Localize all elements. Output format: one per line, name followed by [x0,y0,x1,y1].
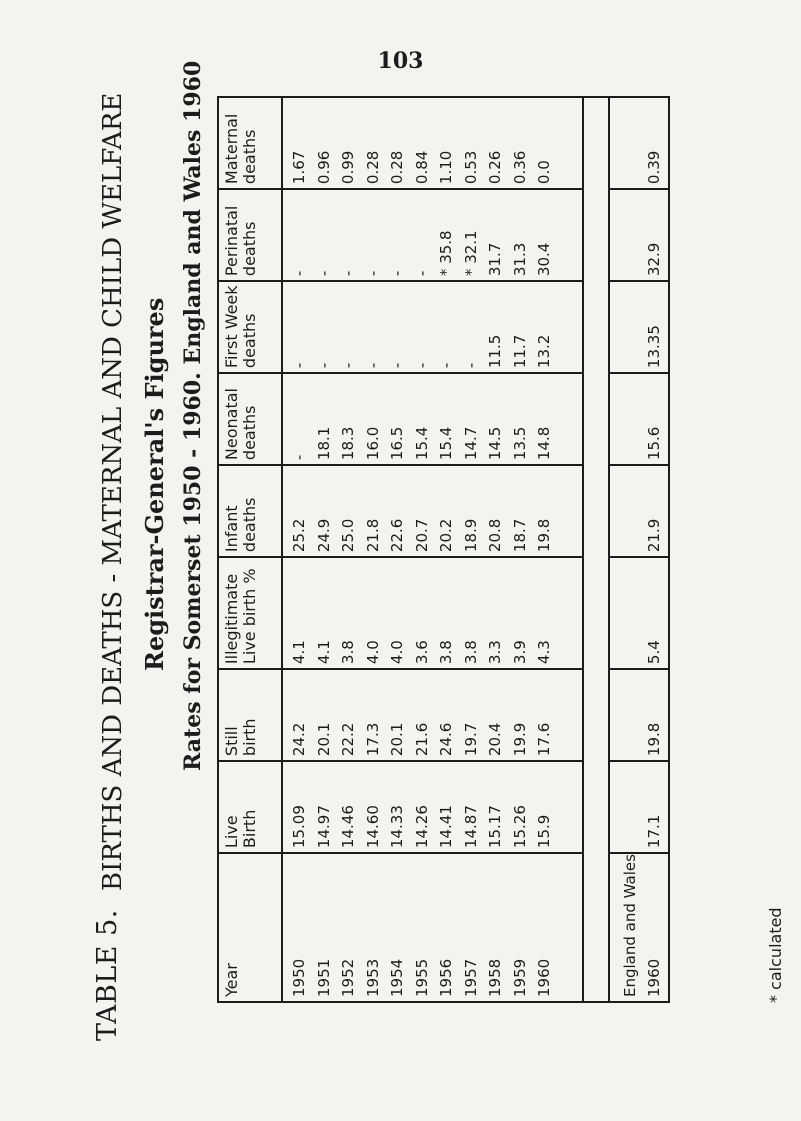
ew-first-week-deaths: 13.35 [609,281,669,373]
table-label: TABLE 5. [92,909,123,1041]
table-cell: 15.9 [535,814,553,849]
table-cell: 1960 [535,958,553,997]
table-cell: 0.36 [510,150,529,185]
table-cell: 14.46 [339,805,357,849]
col-header-still-birth: Still birth [218,669,282,761]
table-cell: 14.87 [461,805,480,849]
table-cell: 1957 [461,958,480,997]
neonatal-deaths-column [282,373,583,465]
table-cell: 11.5 [486,334,504,369]
footnote: * calculated [766,907,785,1003]
table-cell: - [363,270,382,277]
live-birth-column [282,761,583,853]
table-cell: 3.8 [461,640,480,665]
england-wales-label: England and Wales [621,854,639,997]
table-cell: 24.2 [290,722,308,757]
somerset-rows [282,97,583,1002]
table-cell: 3.8 [339,640,357,665]
table-cell: 20.8 [486,518,504,553]
table-cell: 31.7 [486,242,504,277]
table-cell: 1959 [510,958,529,997]
table-cell: 25.0 [339,518,357,553]
table-cell: 19.9 [510,722,529,757]
table-cell: 4.1 [314,640,333,665]
table-cell: - [339,362,357,369]
header-row [218,97,282,1002]
table-cell: - [412,362,431,369]
table-cell: 0.84 [412,150,431,185]
table-cell: 20.2 [437,518,455,553]
col-header-neonatal-deaths: Neonatal deaths [218,373,282,465]
col-header-illegitimate: Illegitimate Live birth % [218,557,282,669]
table-cell: 15.26 [510,805,529,849]
table-cell: 17.3 [363,722,382,757]
infant-deaths-column [282,465,583,557]
table-cell: 14.33 [388,805,406,849]
table-cell: 20.1 [388,722,406,757]
table-cell: 19.7 [461,722,480,757]
table-cell: 14.97 [314,805,333,849]
col-header-year: Year [218,853,282,1002]
table-cell: 3.8 [437,640,455,665]
table-cell: - [290,362,308,369]
table-cell: 0.28 [388,150,406,185]
table-cell: 0.28 [363,150,382,185]
ew-neonatal-deaths: 15.6 [609,373,669,465]
england-wales-row [609,97,669,1002]
col-header-live-birth: Live Birth [218,761,282,853]
table-cell: 22.2 [339,722,357,757]
table-cell: 14.5 [486,426,504,461]
table-cell: 21.8 [363,518,382,553]
table-cell: 14.60 [363,805,382,849]
table-cell: 14.26 [412,805,431,849]
table-cell: 1956 [437,958,455,997]
table-cell: 18.9 [461,518,480,553]
ew-live-birth: 17.1 [609,761,669,853]
first-week-deaths-column [282,281,583,373]
table-cell: 18.3 [339,426,357,461]
table-cell: - [339,270,357,277]
table-cell: 16.0 [363,426,382,461]
table-cell: - [388,270,406,277]
col-header-infant-deaths: Infant deaths [218,465,282,557]
table-cell: - [388,362,406,369]
page-number: 103 [377,48,424,74]
table-cell: 20.4 [486,722,504,757]
table-cell: 21.6 [412,722,431,757]
rates-table [217,96,670,1003]
title-main: BIRTHS AND DEATHS - MATERNAL AND CHILD WELFARE [98,92,128,891]
table-cell: 0.53 [461,150,480,185]
separator-row [583,97,609,1002]
table-cell: 19.8 [535,518,553,553]
table-cell: 17.6 [535,722,553,757]
ew-infant-deaths: 21.9 [609,465,669,557]
table-cell: - [314,270,333,277]
table-cell: 1953 [363,958,382,997]
table-cell: 0.0 [535,160,553,185]
table-cell: 1.67 [290,150,308,185]
table-cell: - [437,362,455,369]
col-header-perinatal-deaths: Perinatal deaths [218,189,282,281]
table-cell: 1952 [339,958,357,997]
table-cell: 24.6 [437,722,455,757]
still-birth-column [282,669,583,761]
rates-title: Rates for Somerset 1950 - 1960. England and Wales 1960 [180,60,206,771]
table-cell: 13.2 [535,334,553,369]
ew-year: England and Wales 1960 [609,853,669,1002]
table-cell: 4.0 [363,640,382,665]
table-cell: - [314,362,333,369]
year-column [282,853,583,1002]
table-cell: 24.9 [314,518,333,553]
maternal-deaths-column [282,97,583,189]
col-header-first-week-deaths: First Week deaths [218,281,282,373]
table-cell: 14.41 [437,805,455,849]
table-cell: 30.4 [535,242,553,277]
table-cell: 0.96 [314,150,333,185]
table-cell: * 32.1 [461,230,480,277]
table-cell: 3.9 [510,640,529,665]
table-cell: 3.3 [486,640,504,665]
table-cell: 25.2 [290,518,308,553]
ew-still-birth: 19.8 [609,669,669,761]
ew-maternal-deaths: 0.39 [609,97,669,189]
table-cell: 15.4 [412,426,431,461]
table-cell: 20.1 [314,722,333,757]
table-cell: 18.1 [314,426,333,461]
table-cell: 18.7 [510,518,529,553]
table-cell: 15.09 [290,805,308,849]
table-cell: 15.4 [437,426,455,461]
table-cell: 4.3 [535,640,553,665]
ew-illegitimate: 5.4 [609,557,669,669]
table-cell: * 35.8 [437,230,455,277]
table-cell: 14.8 [535,426,553,461]
perinatal-deaths-column [282,189,583,281]
table-cell: 0.26 [486,150,504,185]
col-header-maternal-deaths: Maternal deaths [218,97,282,189]
table-cell: - [290,270,308,277]
table-cell: 1958 [486,958,504,997]
table-cell: 11.7 [510,334,529,369]
table-cell: 22.6 [388,518,406,553]
table-cell: - [363,362,382,369]
table-cell: 14.7 [461,426,480,461]
table-cell: 15.17 [486,805,504,849]
ew-perinatal-deaths: 32.9 [609,189,669,281]
subtitle: Registrar-General's Figures [140,297,169,671]
table-cell: 4.1 [290,640,308,665]
table-cell: 1.10 [437,150,455,185]
table-cell: 16.5 [388,426,406,461]
table-cell: 1951 [314,958,333,997]
table-cell: 1950 [290,958,308,997]
table-cell: 1954 [388,958,406,997]
illegitimate-column [282,557,583,669]
table-cell: 0.99 [339,150,357,185]
table-divider [583,97,609,1002]
table-cell: 3.6 [412,640,431,665]
table-cell: - [412,270,431,277]
table-cell: 1955 [412,958,431,997]
table-cell: 4.0 [388,640,406,665]
table-cell: 13.5 [510,426,529,461]
table-cell: 31.3 [510,242,529,277]
table-cell: - [461,362,480,369]
table-cell: 20.7 [412,518,431,553]
table-cell: - [290,454,308,461]
